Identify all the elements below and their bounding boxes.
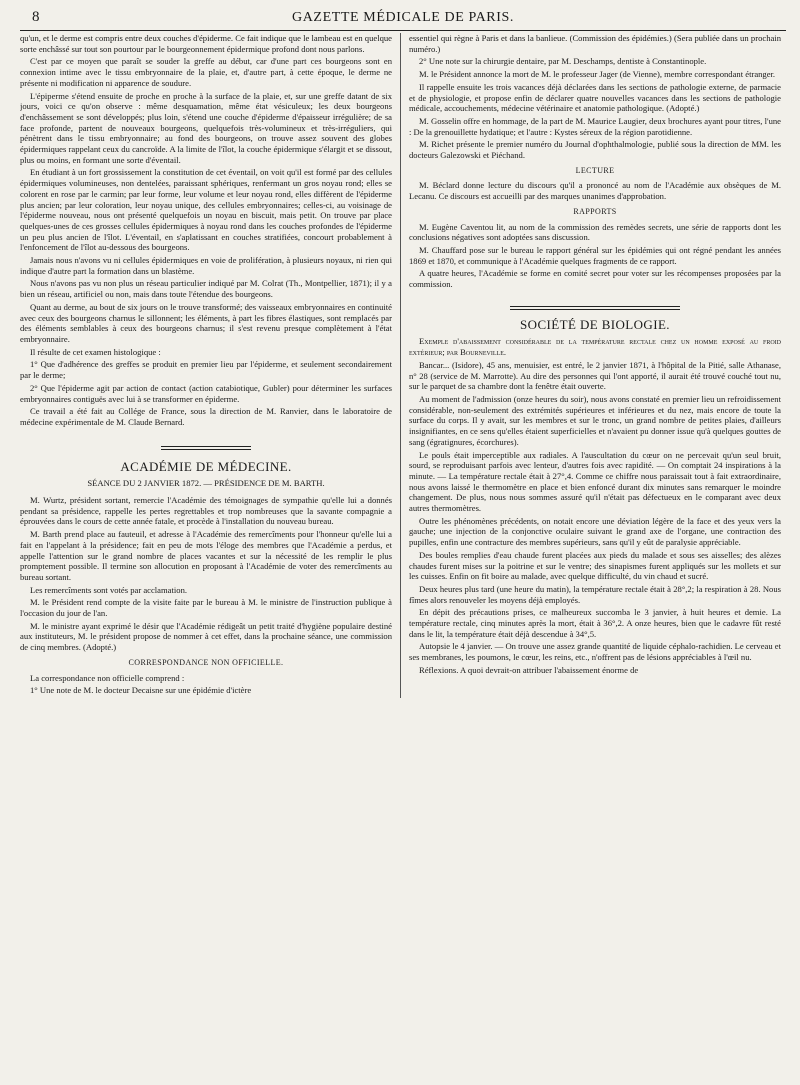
paragraph: La correspondance non officielle comprend : bbox=[30, 672, 185, 683]
paragraph: Le pouls était imperceptible aux radiales. A l'auscultation du cœur on ne percevait qu'un seul bruit, sourd, se reproduisant parfois avec lenteur, d'autres fois avec rapidité. — On comptait 24 inspirations à la minute. — La température rectale était à 27°,4. Comme ce chiffre nous paraissait tout à fait extraordinaire, nous avons laissé le thermomètre en place et bien enfoncé durant dix minutes sans remarquer le moindre changement. De plus, nous nous sommes assuré qu'il n'était pas défectueux en le comparant avec deux autres thermomètres. bbox=[409, 449, 781, 514]
paragraph: M. Richet présente le premier numéro du Journal d'ophthalmologie, publié sous la direction de MM. les docteurs Galezowski et Piéchand. bbox=[409, 139, 781, 161]
seance-line: SÉANCE DU 2 JANVIER 1872. — PRÉSIDENCE DE M. BARTH. bbox=[87, 478, 325, 489]
paragraph: 2° Une note sur la chirurgie dentaire, par M. Deschamps, dentiste à Constantinople. bbox=[419, 56, 707, 67]
left-column bbox=[20, 33, 400, 698]
section-divider bbox=[161, 446, 251, 450]
paragraph: Deux heures plus tard (une heure du matin), la température rectale était à 28°,2; la respiration à 28. Nous fîmes alors renouveler les moyens déjà employés. bbox=[409, 583, 781, 605]
paragraph: Quant au derme, au bout de six jours on le trouve transformé; des vaisseaux embryonnaires en continuité avec ceux des bourgeons charnus le sillonnent; les éléments, à part les fibres élastiques, sont remplacés par des éléments semblables à ceux des bourgeons charnus; il s'est revenu presque complètement à l'état embryonnaire. bbox=[20, 301, 392, 344]
article-heading: Exemple d'abaissement considérable de la température rectale chez un homme exposé au froid extérieur; par Bourneville. bbox=[409, 336, 781, 358]
paragraph: M. Chauffard pose sur le bureau le rapport général sur les épidémies qui ont régné pendant les années 1869 et 1870, et communique à l'Académie quelques fragments de ce rapport. bbox=[409, 244, 781, 266]
paragraph: Au moment de l'admission (onze heures du soir), nous avons constaté en premier lieu un refroidissement considérable, non-seulement des extrémités supérieures et inférieures et du nez, mais encore de toute la surface du corps. Il y avait, sur les membres et sur le tronc, un grand nombre de petites plaies, d'ailleurs insignifiantes, en ce sens qu'elles étaient superficielles et n'avaient pu donner issue qu'à quelques gouttes de sang (égratignures, écorchures). bbox=[409, 393, 781, 447]
paragraph: M. Barth prend place au fauteuil, et adresse à l'Académie des remercîments pour l'honneur qu'elle lui a fait en l'appelant à la présidence; fait en peu de mots l'éloge des membres que l'Académie a perdus, et appelle l'attention sur le grand nombre de places vacantes et sur la nécessité de les remplir le plus promptement possible. Il termine son allocution en proposant à l'Académie de voter des remercîments au bureau sortant. bbox=[20, 529, 392, 582]
paragraph: En dépit des précautions prises, ce malheureux succomba le 3 janvier, à huit heures et demie. La température rectale, cinq minutes après la mort, était à 36°,2. A onze heures, bien que le cadavre fût resté dans le lit, la température était déjà descendue à 34°,5. bbox=[409, 607, 781, 639]
subhead-rapports: RAPPORTS bbox=[573, 206, 617, 216]
paragraph: Il résulte de cet examen histologique : bbox=[30, 346, 161, 357]
paragraph: A quatre heures, l'Académie se forme en comité secret pour voter sur les récompenses proposées par la commission. bbox=[409, 268, 781, 290]
paragraph: M. Gosselin offre en hommage, de la part de M. Maurice Laugier, deux brochures ayant pour titres, l'une : De la grenouillette hydatique; et l'autre : Kystes séreux de la région parotidienne. bbox=[409, 115, 781, 137]
paragraph: M. le ministre ayant exprimé le désir que l'Académie rédigeât un petit traité d'hygiène populaire destiné aux instituteurs, M. le président propose de nommer à cet effet, dans la prochaine séance, une commission de cinq membres. (Adopté.) bbox=[20, 620, 392, 653]
paragraph: Des boules remplies d'eau chaude furent placées aux pieds du malade et sous ses aisselles; des alèzes chaudes furent mises sur la poitrine et sur le ventre; des sinapismes furent appliqués sur les mollets et sur les cuisses. Enfin on fit boire au malade, avec quelque difficulté, du vin chaud et sucré. bbox=[409, 549, 781, 582]
paragraph: C'est par ce moyen que paraît se souder la greffe au début, car d'une part ces bourgeons sont en connexion intime avec le tissu embryonnaire de la plaie, et, d'autre part, à cette époque, le derme ne présente ni modification ni apparence de soudure. bbox=[20, 56, 392, 88]
running-title: GAZETTE MÉDICALE DE PARIS. bbox=[292, 10, 514, 25]
page-number: 8 bbox=[32, 9, 40, 25]
paragraph: M. Béclard donne lecture du discours qu'il a prononcé au nom de l'Académie aux obsèques de M. Lecanu. Ce discours est accueilli par des marques unanimes d'approbation. bbox=[409, 180, 781, 202]
paragraph: 2° Que l'épiderme agit par action de contact (action catabiotique, Gubler) pour déterminer les surfaces embryonnaires contiguës avec lui à se transformer en épiderme. bbox=[20, 382, 392, 404]
paragraph: Bancar... (Isidore), 45 ans, menuisier, est entré, le 2 janvier 1871, à l'hôpital de la Pitié, salle Athanase, n° 28 (service de M. Marrotte). Au dire des personnes qui l'ont apporté, il aurait été trouvé couché tout nu, sur le parquet de sa chambre dont la fenêtre était ouverte. bbox=[409, 359, 781, 392]
page-header bbox=[20, 8, 786, 31]
paragraph: Réflexions. A quoi devrait-on attribuer l'abaissement énorme de bbox=[419, 664, 639, 675]
paragraph: M. Wurtz, président sortant, remercie l'Académie des témoignages de sympathie qu'elle lui a donnés pendant sa présidence, rappelle les pertes regrettables et trop nombreuses que la savante compagnie a éprouvées dans le cours de cette année fatale, et procède à l'installation du nouveau bureau. bbox=[20, 495, 392, 527]
paragraph: Il rappelle ensuite les trois vacances déjà déclarées dans les sections de pathologie externe, de parmacie et de physiologie, et propose enfin de déclarer quatre nouvelles vacances dans les sections de pathologie médicale, accouchements, médecine vétérinaire et anatomie pathologique. (Adopté.) bbox=[409, 81, 781, 114]
paragraph: Les remercîments sont votés par acclamation. bbox=[30, 584, 188, 595]
right-column bbox=[400, 33, 781, 698]
paragraph: M. le Président annonce la mort de M. le professeur Jager (de Vienne), membre correspondant étranger. bbox=[419, 69, 776, 80]
paragraph: qu'un, et le derme est compris entre deux couches d'épiderme. Ce fait indique que le lambeau est en quelque sorte enchâssé sur tout son pourtour par le bourgeonnement épidermique profond dont nous parlons. bbox=[20, 33, 392, 54]
paragraph: 1° Une note de M. le docteur Decaisne sur une épidémie d'ictère bbox=[30, 685, 252, 696]
section-title-academie: ACADÉMIE DE MÉDECINE. bbox=[120, 458, 292, 474]
paragraph: Autopsie le 4 janvier. — On trouve une assez grande quantité de liquide céphalo-rachidien. Le cerveau et ses membranes, les poumons, le cœur, les reins, etc., n'offrent pas de lésions appréciables à l'œil nu. bbox=[409, 641, 781, 663]
paragraph: Jamais nous n'avons vu ni cellules épidermiques en voie de prolifération, à plusieurs noyaux, ni rien qui indique d'autre part la formation dans un blastème. bbox=[20, 255, 392, 276]
section-divider bbox=[510, 306, 680, 310]
section-title-biologie: SOCIÉTÉ DE BIOLOGIE. bbox=[520, 316, 670, 332]
paragraph: M. Eugène Caventou lit, au nom de la commission des remèdes secrets, une série de rapports dont les conclusions négatives sont adoptées sans discussion. bbox=[409, 221, 781, 243]
subhead-correspondance: CORRESPONDANCE NON OFFICIELLE. bbox=[128, 657, 284, 667]
paragraph: 1° Que d'adhérence des greffes se produit en premier lieu par l'épiderme, et seulement secondairement par le derme; bbox=[20, 359, 392, 381]
paragraph: Outre les phénomènes précédents, on notait encore une déviation légère de la face et des yeux vers la gauche; une injection de la conjonctive oculaire suivant le grand axe de l'organe, une contraction des pupilles, enfin une contracture des membres supérieurs, sans qu'il y eût de paralysie appréciable. bbox=[409, 515, 781, 548]
columns bbox=[20, 33, 786, 698]
subhead-lecture: LECTURE bbox=[575, 165, 615, 175]
paragraph: M. le Président rend compte de la visite faite par le bureau à M. le ministre de l'instruction publique à l'occasion du jour de l'an. bbox=[20, 597, 392, 619]
paragraph: Ce travail a été fait au Collége de France, sous la direction de M. Ranvier, dans le laboratoire de médecine expérimentale de M. Claude Bernard. bbox=[20, 406, 392, 427]
paragraph: En étudiant à un fort grossissement la constitution de cet éventail, on voit qu'il est formé par des cellules épidermiques volumineuses, non dentelées, paraissant sphériques, renfermant un gros noyau rond; elles se colorent en rose par le carmin; par leur forme, leur volume et leur noyau rond, elles diffèrent de l'épiderme plus ancien; par leur coloration, leur noyau unique, des cellules embryonnaires; celles-ci, au voisinage de l'épiderme nouveau, nous ont présenté quelquefois un noyau en biscuit, mais petit. On trouve par place quelques-unes de ces grosses cellules épidermiques à noyau rond dans les couches profondes de l'épiderme un peu plus ancien de l'îlot. L'éventail, en s'aplatissant en couches stratifiées, concourt probablement à l'enfoncement de l'îlot au-dessous des bourgeons. bbox=[20, 167, 392, 253]
paragraph: L'épiperme s'étend ensuite de proche en proche à la surface de la plaie, et, sur une greffe datant de six jours, voici ce qu'on observe : même desquamation, même état vésiculeux; les deux bourgeons d'enchâssement se sont développés; plus loin, s'étend une couche d'épiderme d'épaisseur irrégulière; de sa face profonde, partent de nouveaux bourgeons, quelquefois très-volumineux et très-irréguliers, qui pénètrent dans le tissu embryonnaire; au fond des bourgeons, on trouve assez souvent des globes épidermiques rappelant ceux du cancroïde. A la limite de l'îlot, la couche épidermique s'élargit et se dissout, plus ou moins, en formant une sorte d'éventail. bbox=[20, 90, 392, 165]
paragraph: Nous n'avons pas vu non plus un réseau particulier indiqué par M. Colrat (Th., Montpellier, 1871); il y a bien un réseau, artificiel ou non, mais dans toute l'étendue des bourgeons. bbox=[20, 278, 392, 300]
paragraph: essentiel qui règne à Paris et dans la banlieue. (Commission des épidémies.) (Sera publiée dans un prochain numéro.) bbox=[409, 33, 781, 54]
